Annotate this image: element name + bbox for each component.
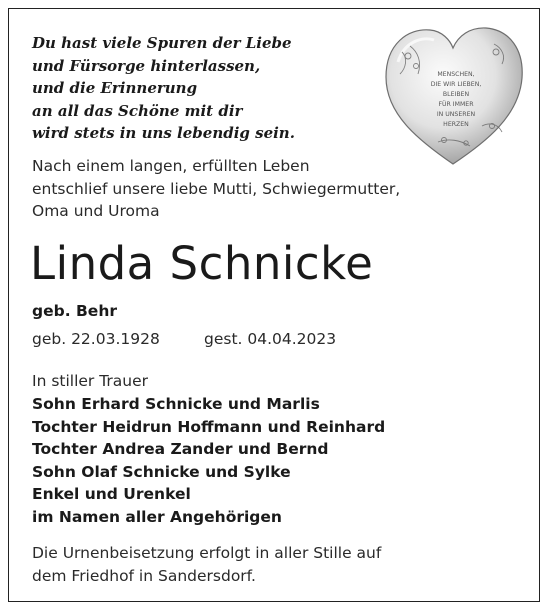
mourner-line: Sohn Olaf Schnicke und Sylke [32,462,291,481]
mourner-line: Tochter Heidrun Hoffmann und Reinhard [32,417,386,436]
closing-line: Die Urnenbeisetzung erfolgt in aller Stille auf [32,544,382,562]
mourners-list [32,393,385,528]
heart-text-line: HERZEN [443,121,469,128]
intro-text [32,155,502,223]
poem-line: wird stets in uns lebendig sein. [32,124,295,142]
intro-line: Oma und Uroma [32,202,160,220]
heart-text-line: FÜR IMMER [438,101,474,108]
heart-stone-icon [378,22,528,172]
mourner-line: Enkel und Urenkel [32,485,191,503]
mourner-line: Sohn Erhard Schnicke und Marlis [32,395,320,413]
poem [32,32,362,145]
mourners-intro: In stiller Trauer [32,372,149,390]
heart-text-line: DIE WIR LIEBEN, [430,81,482,88]
poem-line: Du hast viele Spuren der Liebe [32,34,292,52]
closing-text [32,542,381,587]
closing-line: dem Friedhof in Sandersdorf. [32,566,256,585]
life-dates [32,330,336,348]
intro-line: Nach einem langen, erfüllten Leben [32,157,310,175]
heart-text-line: IN UNSEREN [436,111,476,118]
heart-text-line: MENSCHEN, [437,71,475,78]
maiden-name: geb. Behr [32,302,117,320]
mourner-line: Tochter Andrea Zander und Bernd [32,440,329,458]
mourner-line: im Namen aller Angehörigen [32,507,282,526]
deceased-name: Linda Schnicke [30,237,374,290]
intro-line: entschlief unsere liebe Mutti, Schwiegermutter, [32,179,401,198]
death-date: gest. 04.04.2023 [204,330,337,348]
heart-stone-image [378,22,528,172]
poem-line: an all das Schöne mit dir [32,101,243,120]
poem-line: und die Erinnerung [32,79,198,97]
heart-text-line: BLEIBEN [442,91,470,98]
birth-date: geb. 22.03.1928 [32,330,160,348]
poem-line: und Fürsorge hinterlassen, [32,56,261,75]
